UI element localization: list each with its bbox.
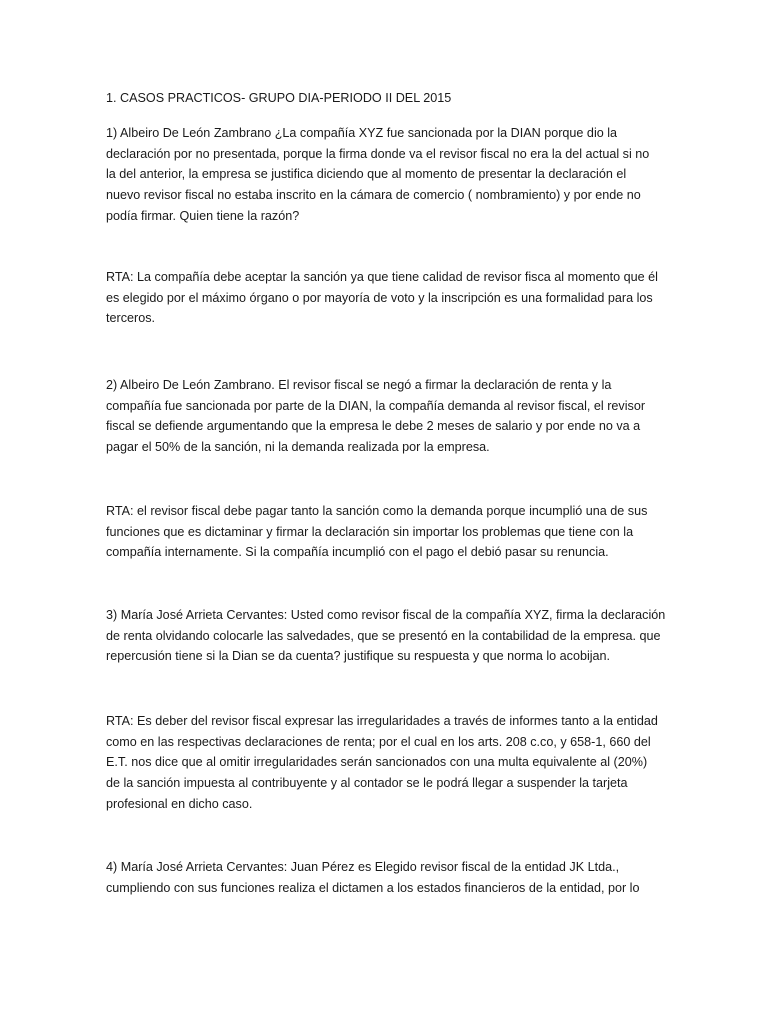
text-line: fiscal se defiende argumentando que la empresa le debe 2 meses de salario y por ende no va a	[106, 419, 641, 434]
text-line: cumpliendo con sus funciones realiza el dictamen a los estados financieros de la entidad, por lo	[106, 880, 640, 895]
text-line: repercusión tiene si la Dian se da cuenta? justifique su respuesta y que norma lo acobijan.	[106, 649, 611, 664]
text-line: RTA: el revisor fiscal debe pagar tanto la sanción como la demanda porque incumplió una de sus	[106, 504, 648, 518]
text-line: RTA: Es deber del revisor fiscal expresar las irregularidades a través de informes tanto a la entidad	[106, 714, 658, 728]
text-line: de la sanción impuesta al contribuyente y al contador se le podrá llegar a suspender la tarjeta	[106, 776, 628, 791]
text-line: terceros.	[106, 311, 155, 326]
text-line: profesional en dicho caso.	[106, 796, 253, 811]
text-line: 2) Albeiro De León Zambrano. El revisor fiscal se negó a firmar la declaración de renta y la	[106, 378, 612, 392]
text-line: nuevo revisor fiscal no estaba inscrito en la cámara de comercio ( nombramiento) y por ende no	[106, 188, 641, 203]
text-line: compañía fue sancionada por parte de la DIAN, la compañía demanda al revisor fiscal, el revisor	[106, 398, 646, 413]
document-page	[106, 88, 671, 895]
paragraph-3	[106, 375, 645, 458]
text-line: declaración por no presentada, porque la firma donde va el revisor fiscal no era la del actual si no	[106, 146, 650, 161]
text-line: como en las respectivas declaraciones de renta; por el cual en los arts. 208 c.co, y 658-1, 660 del	[106, 734, 651, 749]
text-line: podía firmar. Quien tiene la razón?	[106, 208, 300, 223]
text-line: 3) María José Arrieta Cervantes: Usted como revisor fiscal de la compañía XYZ, firma la declaración	[106, 608, 666, 622]
paragraph-4	[106, 501, 647, 563]
text-line: de renta olvidando colocarle las salvedades, que se presentó en la contabilidad de la empresa. que	[106, 628, 661, 643]
document-heading: 1. CASOS PRACTICOS- GRUPO DIA-PERIODO II DEL 2015	[106, 91, 452, 105]
text-line: es elegido por el máximo órgano o por mayoría de voto y la inscripción es una formalidad para los	[106, 290, 653, 305]
text-line: E.T. nos dice que al omitir irregularidades serán sancionados con una multa equivalente al (20%)	[106, 755, 648, 770]
text-line: la del anterior, la empresa se justifica diciendo que al momento de presentar la declaración el	[106, 167, 627, 182]
text-line: compañía internamente. Si la compañía incumplió con el pago el debió pasar su renuncia.	[106, 545, 609, 560]
text-line: funciones que es dictaminar y firmar la declaración sin importar los problemas que tiene con la	[106, 524, 634, 539]
paragraph-7	[106, 857, 639, 898]
text-line: 4) María José Arrieta Cervantes: Juan Pérez es Elegido revisor fiscal de la entidad JK Ltda.,	[106, 860, 620, 874]
text-line: 1) Albeiro De León Zambrano ¿La compañía XYZ fue sancionada por la DIAN porque dio la	[106, 126, 618, 140]
text-line: RTA: La compañía debe aceptar la sanción ya que tiene calidad de revisor fisca al momento que él	[106, 270, 658, 284]
paragraph-2	[106, 267, 658, 329]
paragraph-1	[106, 123, 649, 227]
paragraph-5	[106, 605, 665, 667]
text-line: pagar el 50% de la sanción, ni la demanda realizada por la empresa.	[106, 440, 490, 455]
paragraph-6	[106, 711, 658, 815]
